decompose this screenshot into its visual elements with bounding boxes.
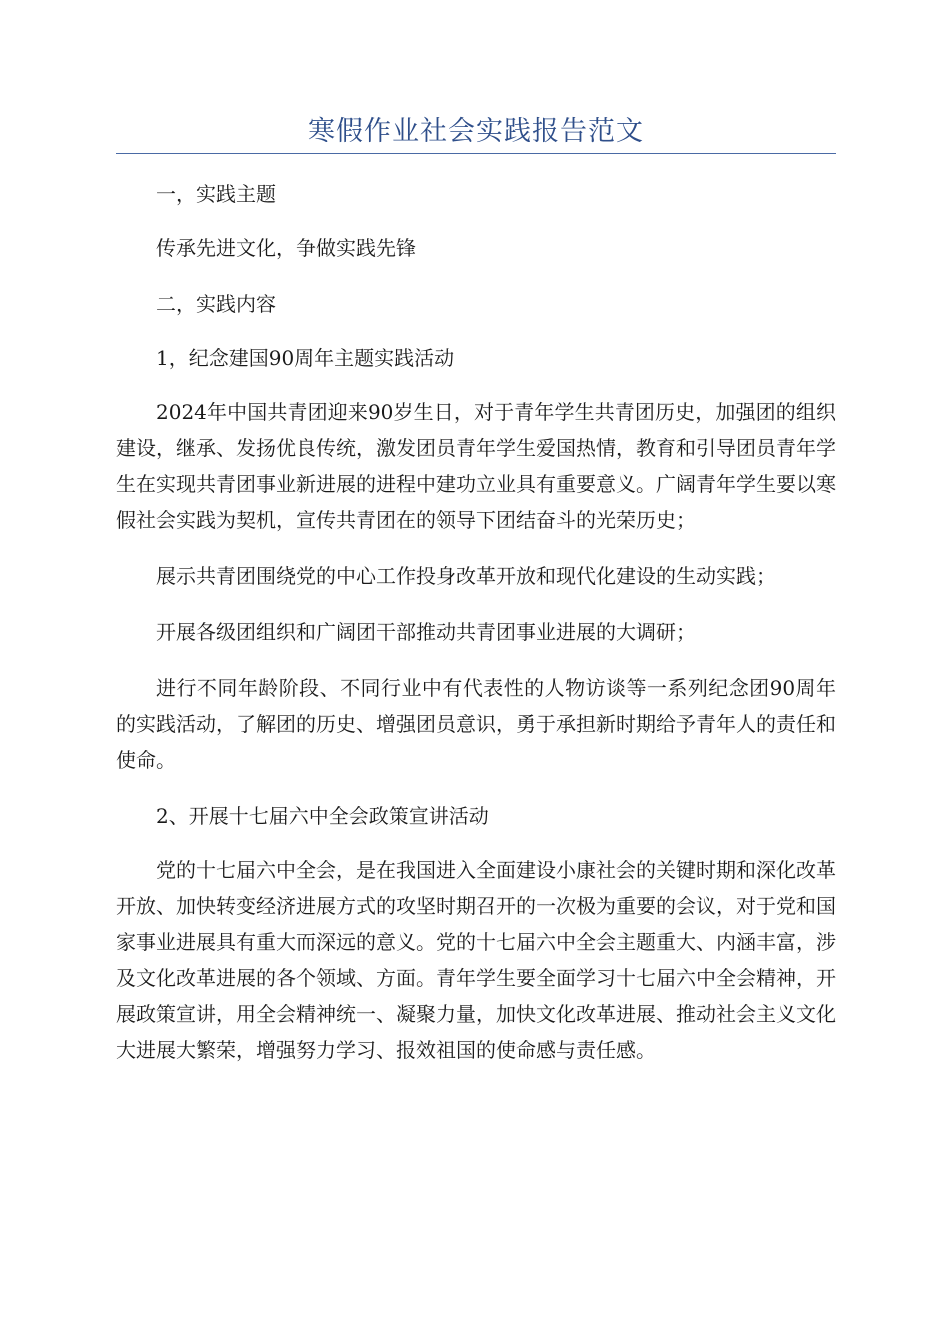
paragraph-research: 开展各级团组织和广阔团干部推动共青团事业进展的大调研；	[156, 620, 696, 644]
subheading-policy: 2、开展十七届六中全会政策宣讲活动	[156, 804, 489, 828]
document-body	[116, 176, 836, 1088]
paragraph-anniversary-intro: 2024年中国共青团迎来90岁生日，对于青年学生共青团历史，加强团的组织建设，继承、发扬优良传统，激发团员青年学生爱国热情，教育和引导团员青年学生在实现共青团事业新进展的进程中建功立业具有重要意义。广阔青年学生要以寒假社会实践为契机，宣传共青团在的领导下团结奋斗的光荣历史；	[116, 400, 836, 532]
paragraph-policy: 党的十七届六中全会，是在我国进入全面建设小康社会的关键时期和深化改革开放、加快转变经济进展方式的攻坚时期召开的一次极为重要的会议，对于党和国家事业进展具有重大而深远的意义。党的十七届六中全会主题重大、内涵丰富，涉及文化改革进展的各个领域、方面。青年学生要全面学习十七届六中全会精神，开展政策宣讲，用全会精神统一、凝聚力量，加快文化改革进展、推动社会主义文化大进展大繁荣，增强努力学习、报效祖国的使命感与责任感。	[116, 858, 836, 1062]
document-title: 寒假作业社会实践报告范文	[308, 116, 644, 147]
paragraph-interviews: 进行不同年龄阶段、不同行业中有代表性的人物访谈等一系列纪念团90周年的实践活动，了解团的历史、增强团员意识，勇于承担新时期给予青年人的责任和使命。	[116, 676, 836, 772]
subheading-anniversary: 1，纪念建国90周年主题实践活动	[156, 346, 455, 370]
title-underline	[116, 153, 836, 154]
theme-text: 传承先进文化，争做实践先锋	[156, 236, 416, 260]
paragraph-showcase: 展示共青团围绕党的中心工作投身改革开放和现代化建设的生动实践；	[156, 564, 776, 588]
section-heading-theme: 一，实践主题	[156, 182, 276, 206]
section-heading-content: 二，实践内容	[156, 292, 276, 316]
